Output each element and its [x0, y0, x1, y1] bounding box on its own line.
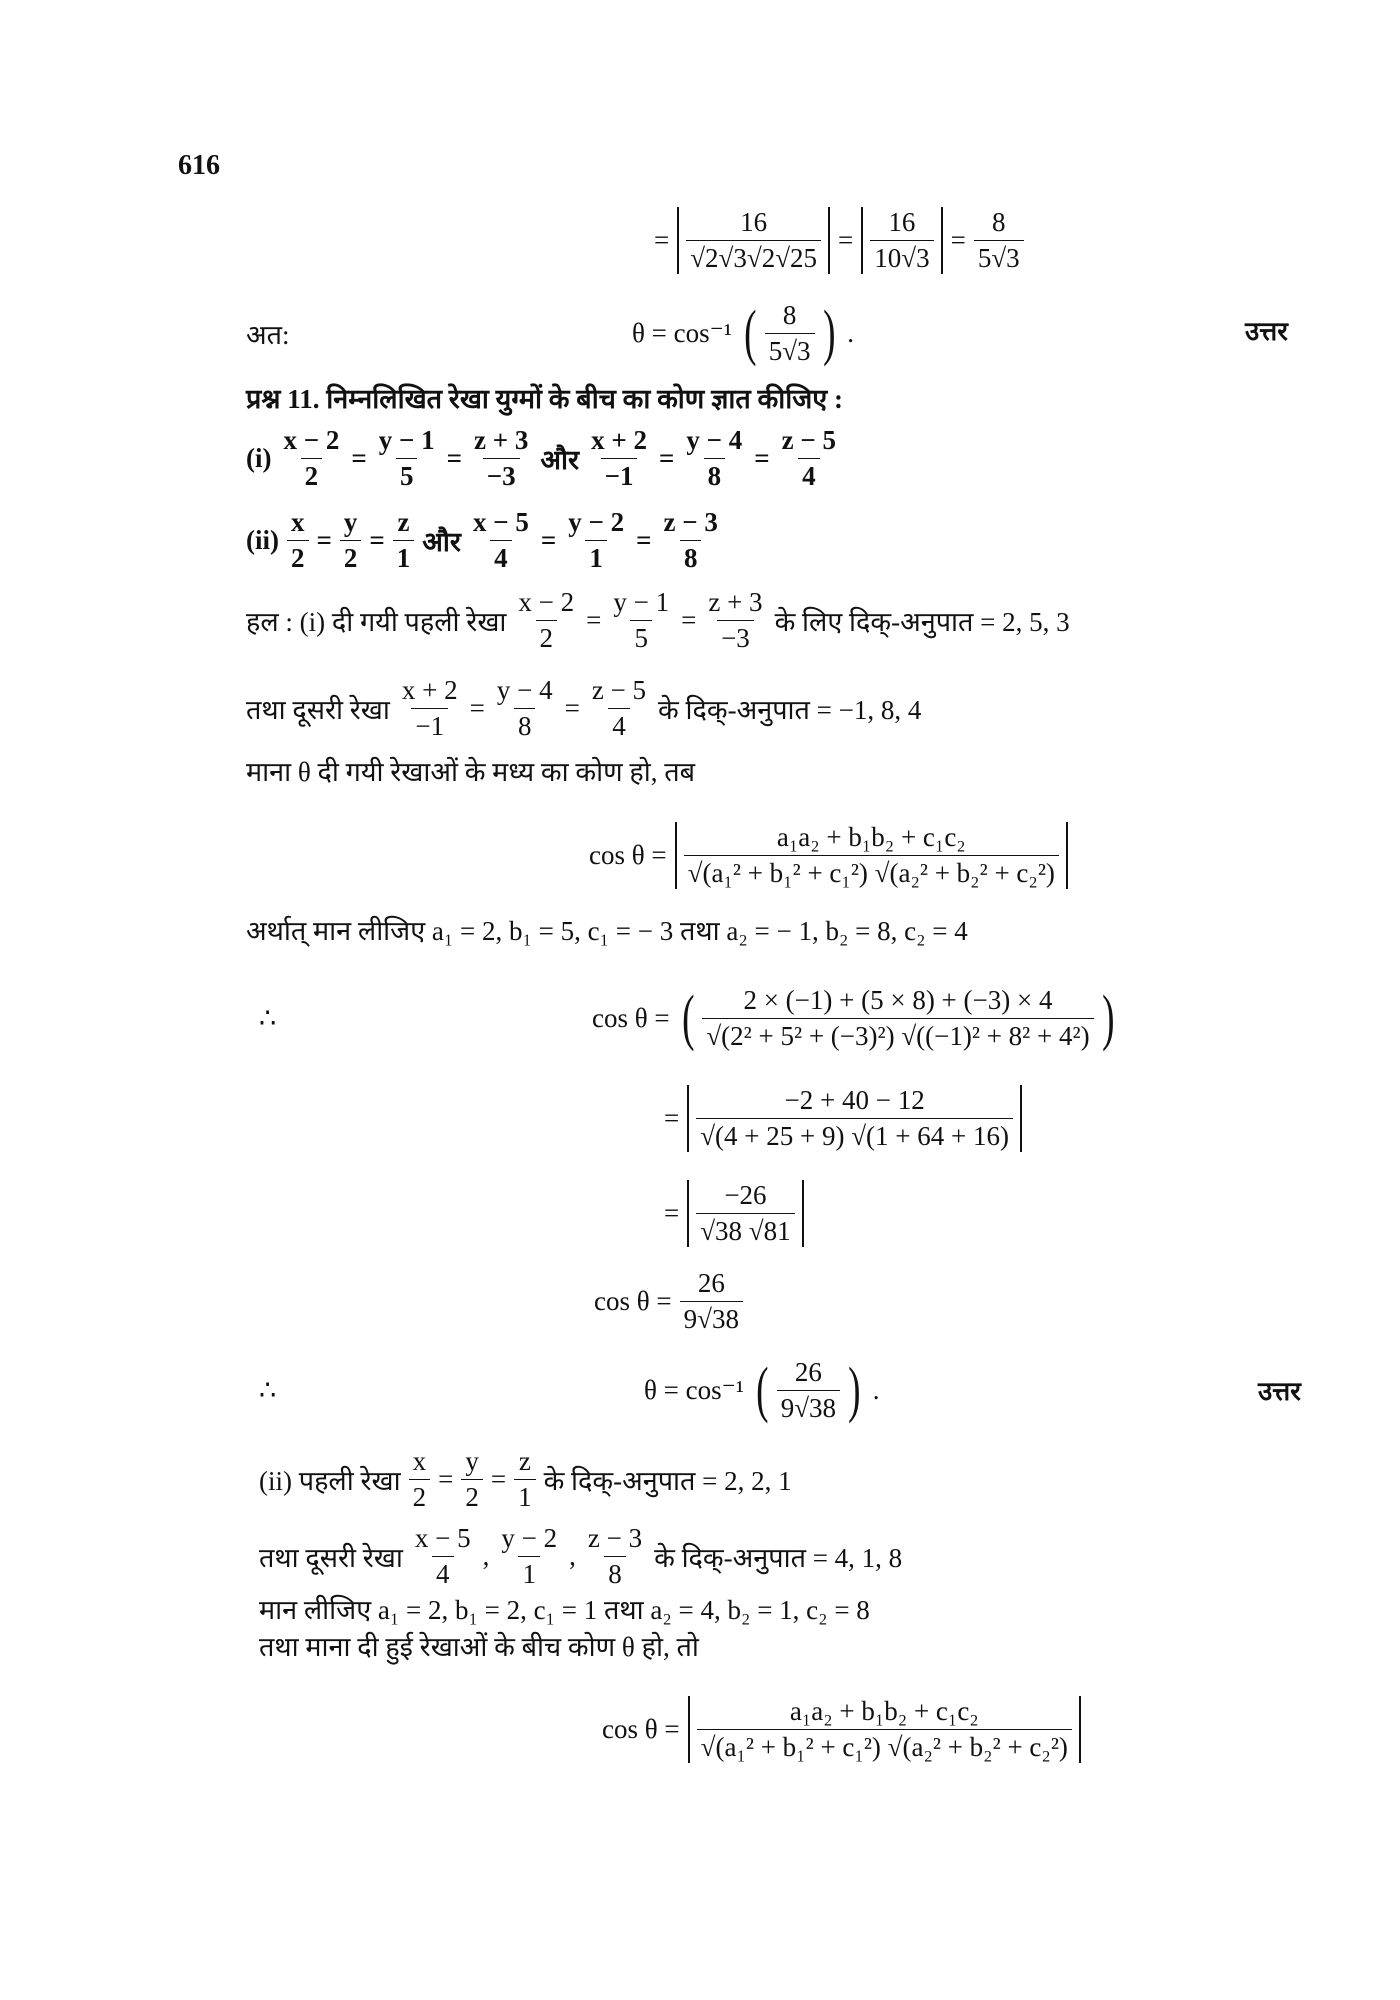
numerator: x + 2 — [591, 424, 647, 455]
left-paren: ( — [744, 298, 757, 367]
fraction — [469, 507, 533, 574]
denominator: 8 — [680, 540, 702, 574]
fraction — [696, 1180, 794, 1247]
eq-simplify-16 — [650, 207, 1028, 274]
math-text: cos θ = — [594, 1285, 672, 1316]
formula-cos-2 — [598, 1696, 1085, 1763]
right-paren: ) — [848, 1355, 861, 1424]
math-text: और — [422, 526, 461, 557]
numerator: y − 1 — [613, 586, 670, 617]
math-text: के दिक्-अनुपात = 4, 1, 8 — [654, 1542, 903, 1573]
numerator: a₁a₂ + b₁b₂ + c₁c₂ — [776, 821, 966, 852]
numerator: y − 2 — [501, 1522, 558, 1553]
solution-ii-second-line — [255, 1523, 906, 1590]
fraction — [777, 1357, 840, 1424]
solution-i-assume — [242, 752, 699, 789]
denominator: 2 — [409, 1479, 431, 1513]
denominator: 1 — [514, 1479, 536, 1513]
denominator: 9√38 — [680, 1301, 743, 1335]
denominator: 2 — [340, 540, 362, 574]
fraction — [587, 425, 651, 492]
denominator: 1 — [518, 1556, 540, 1590]
numerator: z − 3 — [663, 506, 718, 537]
fraction — [974, 207, 1024, 274]
solution-ii-assume — [255, 1627, 703, 1664]
math-text: के दिक्-अनुपात = 2, 2, 1 — [543, 1465, 792, 1496]
math-text: , — [482, 1540, 490, 1571]
denominator: 1 — [393, 540, 415, 574]
fraction — [588, 675, 650, 742]
right-paren: ) — [1101, 983, 1115, 1052]
solution-ii-values — [255, 1590, 874, 1627]
numerator: 26 — [794, 1356, 822, 1387]
numerator: y − 1 — [378, 424, 435, 455]
fraction — [704, 587, 766, 654]
answer-label: उत्तर — [1245, 317, 1288, 346]
math-text: हल : (i) दी गयी पहली रेखा — [246, 606, 507, 637]
denominator: 10√3 — [870, 240, 933, 274]
fraction — [398, 675, 462, 742]
denominator: −1 — [411, 708, 448, 742]
absolute-value — [675, 822, 1068, 889]
denominator: √38 √81 — [696, 1213, 794, 1247]
math-text: = — [681, 604, 697, 635]
question-part-i — [242, 425, 844, 492]
therefore-1 — [255, 1003, 280, 1034]
fraction — [493, 675, 557, 742]
answer-label: उत्तर — [1258, 1377, 1301, 1406]
fraction — [609, 587, 673, 654]
numerator: z — [397, 506, 410, 537]
parentheses — [678, 985, 1119, 1052]
math-text: अर्थात् मान लीजिए a₁ = 2, b₁ = 5, c₁ = − 3 तथा a₂ = − 1, b₂ = 8, c₂ = 4 — [246, 915, 968, 946]
math-text: = — [490, 1463, 507, 1494]
question-11 — [242, 379, 847, 416]
fraction — [564, 507, 628, 574]
denominator: 5 — [396, 458, 418, 492]
numerator: x − 2 — [518, 586, 575, 617]
numerator: y — [343, 506, 358, 537]
math-text: = — [586, 604, 602, 635]
fraction — [393, 507, 415, 574]
eq-theta-1 — [628, 300, 858, 367]
math-text: = — [469, 692, 485, 723]
math-text: माना θ दी गयी रेखाओं के मध्य का कोण हो, तब — [246, 756, 696, 787]
absolute-value — [677, 207, 830, 274]
numerator: x − 5 — [414, 1522, 471, 1553]
numerator: y − 4 — [496, 674, 553, 705]
eq-cos-substituted — [588, 985, 1122, 1052]
denominator: 2 — [287, 540, 309, 574]
denominator: −3 — [717, 620, 754, 654]
numerator: z + 3 — [474, 424, 529, 455]
fraction — [697, 1696, 1072, 1763]
math-text: θ = cos⁻¹ — [644, 1374, 744, 1405]
page-number: 616 — [178, 150, 220, 181]
fraction — [765, 300, 815, 367]
denominator: 4 — [608, 708, 630, 742]
denominator: 2 — [536, 620, 558, 654]
math-text: के दिक्-अनुपात = −1, 8, 4 — [658, 694, 922, 725]
fraction — [340, 507, 362, 574]
label-ata — [242, 315, 294, 352]
denominator: 9√38 — [777, 1390, 840, 1424]
numerator: −2 + 40 − 12 — [784, 1084, 925, 1115]
math-text: = — [664, 1102, 680, 1133]
fraction — [514, 587, 578, 654]
absolute-value — [861, 207, 942, 274]
denominator: 2 — [301, 458, 323, 492]
eq-theta-2 — [640, 1357, 883, 1424]
fraction — [680, 1268, 743, 1335]
numerator: x − 5 — [472, 506, 529, 537]
numerator: 16 — [740, 206, 768, 237]
math-text: cos θ = — [602, 1713, 680, 1744]
fraction — [409, 1446, 431, 1513]
math-text: = — [664, 1197, 680, 1228]
fraction — [461, 1446, 483, 1513]
math-text: ∴ — [259, 1002, 277, 1033]
numerator: 8 — [991, 206, 1006, 237]
denominator: 4 — [798, 458, 820, 492]
numerator: y − 4 — [686, 424, 743, 455]
math-text: = — [950, 224, 966, 255]
numerator: x + 2 — [401, 674, 458, 705]
left-paren: ( — [756, 1355, 769, 1424]
math-text: प्रश्न 11. निम्नलिखित रेखा युग्मों के बीच का कोण ज्ञात कीजिए : — [246, 383, 843, 414]
denominator: 1 — [585, 540, 607, 574]
numerator: −26 — [724, 1179, 767, 1210]
math-text: अत: — [246, 319, 290, 350]
math-text: = — [351, 442, 367, 473]
math-text: (i) — [246, 442, 272, 473]
fraction — [702, 985, 1093, 1052]
math-text: = — [754, 442, 770, 473]
math-text: = — [369, 524, 385, 555]
fraction — [696, 1085, 1013, 1152]
fraction — [279, 425, 343, 492]
fraction — [682, 425, 746, 492]
left-paren: ( — [681, 983, 695, 1052]
solution-i-first-line — [242, 587, 1074, 654]
math-text: θ = cos⁻¹ — [632, 317, 732, 348]
absolute-value — [687, 1180, 803, 1247]
denominator: 5 — [630, 620, 652, 654]
fraction — [287, 507, 309, 574]
fraction — [870, 207, 933, 274]
fraction — [778, 425, 840, 492]
formula-cos-1 — [585, 822, 1072, 889]
numerator: a₁a₂ + b₁b₂ + c₁c₂ — [789, 1695, 979, 1726]
math-text: के लिए दिक्-अनुपात = 2, 5, 3 — [774, 606, 1070, 637]
math-text: = — [654, 224, 670, 255]
denominator: √2√3√2√25 — [686, 240, 821, 274]
fraction — [497, 1523, 561, 1590]
denominator: 8 — [604, 1556, 626, 1590]
denominator: 2 — [461, 1479, 483, 1513]
math-text: मान लीजिए a₁ = 2, b₁ = 2, c₁ = 1 तथा a₂ = 4, b₂ = 1, c₂ = 8 — [259, 1594, 870, 1625]
fraction — [584, 1523, 646, 1590]
numerator: x — [291, 506, 305, 537]
math-text: तथा माना दी हुई रेखाओं के बीच कोण θ हो, तो — [259, 1631, 699, 1662]
numerator: 16 — [888, 206, 916, 237]
numerator: y − 2 — [568, 506, 625, 537]
solution-i-values — [242, 911, 972, 948]
math-text: = — [316, 524, 332, 555]
math-text: और — [540, 444, 580, 475]
math-text: = — [658, 442, 675, 473]
numerator: z − 5 — [781, 424, 837, 455]
eq-cos-step3 — [660, 1180, 808, 1247]
denominator: √(a₁² + b₁² + c₁²) √(a₂² + b₂² + c₂²) — [697, 1729, 1072, 1763]
math-text: = — [446, 442, 463, 473]
numerator: x − 2 — [283, 424, 340, 455]
eq-cos-result — [590, 1268, 747, 1335]
numerator: x — [412, 1445, 427, 1476]
math-text: = — [540, 524, 557, 555]
fraction — [514, 1446, 536, 1513]
math-text: . — [872, 1374, 880, 1405]
numerator: 8 — [782, 299, 797, 330]
numerator: z — [518, 1445, 531, 1476]
solution-ii-first-line — [255, 1446, 796, 1513]
numerator: 2 × (−1) + (5 × 8) + (−3) × 4 — [743, 984, 1053, 1015]
denominator: √(4 + 25 + 9) √(1 + 64 + 16) — [696, 1118, 1013, 1152]
fraction — [686, 207, 821, 274]
denominator: −1 — [601, 458, 638, 492]
denominator: 5√3 — [765, 333, 815, 367]
denominator: 4 — [490, 540, 512, 574]
solution-i-second-line — [242, 675, 925, 742]
denominator: −3 — [483, 458, 520, 492]
numerator: z − 5 — [591, 674, 647, 705]
numerator: 26 — [697, 1267, 725, 1298]
denominator: √(2² + 5² + (−3)²) √((−1)² + 8² + 4²) — [702, 1018, 1093, 1052]
numerator: y — [465, 1445, 479, 1476]
math-text: = — [636, 524, 652, 555]
fraction — [375, 425, 439, 492]
denominator: 5√3 — [974, 240, 1024, 274]
math-text: = — [564, 692, 580, 723]
absolute-value — [687, 1085, 1022, 1152]
denominator: 8 — [514, 708, 536, 742]
parentheses — [740, 300, 839, 367]
math-text: तथा दूसरी रेखा — [246, 694, 390, 725]
fraction — [684, 822, 1059, 889]
right-paren: ) — [822, 298, 836, 367]
denominator: √(a₁² + b₁² + c₁²) √(a₂² + b₂² + c₂²) — [684, 855, 1059, 889]
math-text: = — [838, 224, 854, 255]
eq-cos-step2 — [660, 1085, 1026, 1152]
question-part-ii — [242, 507, 726, 574]
math-text: cos θ = — [589, 839, 667, 870]
fraction — [470, 425, 532, 492]
math-text: (ii) पहली रेखा — [259, 1465, 401, 1496]
math-text: . — [847, 317, 854, 348]
parentheses — [752, 1357, 865, 1424]
math-text: , — [569, 1540, 576, 1571]
math-text: तथा दूसरी रेखा — [259, 1542, 403, 1573]
numerator: z + 3 — [708, 586, 763, 617]
absolute-value — [688, 1696, 1081, 1763]
fraction — [411, 1523, 475, 1590]
denominator: 8 — [704, 458, 726, 492]
therefore-2 — [255, 1375, 280, 1406]
math-text: ∴ — [259, 1374, 277, 1405]
fraction — [660, 507, 722, 574]
math-text: = — [438, 1463, 454, 1494]
denominator: 4 — [432, 1556, 454, 1590]
math-text: (ii) — [246, 524, 279, 555]
numerator: z − 3 — [587, 1522, 643, 1553]
math-text: cos θ = — [592, 1002, 670, 1033]
